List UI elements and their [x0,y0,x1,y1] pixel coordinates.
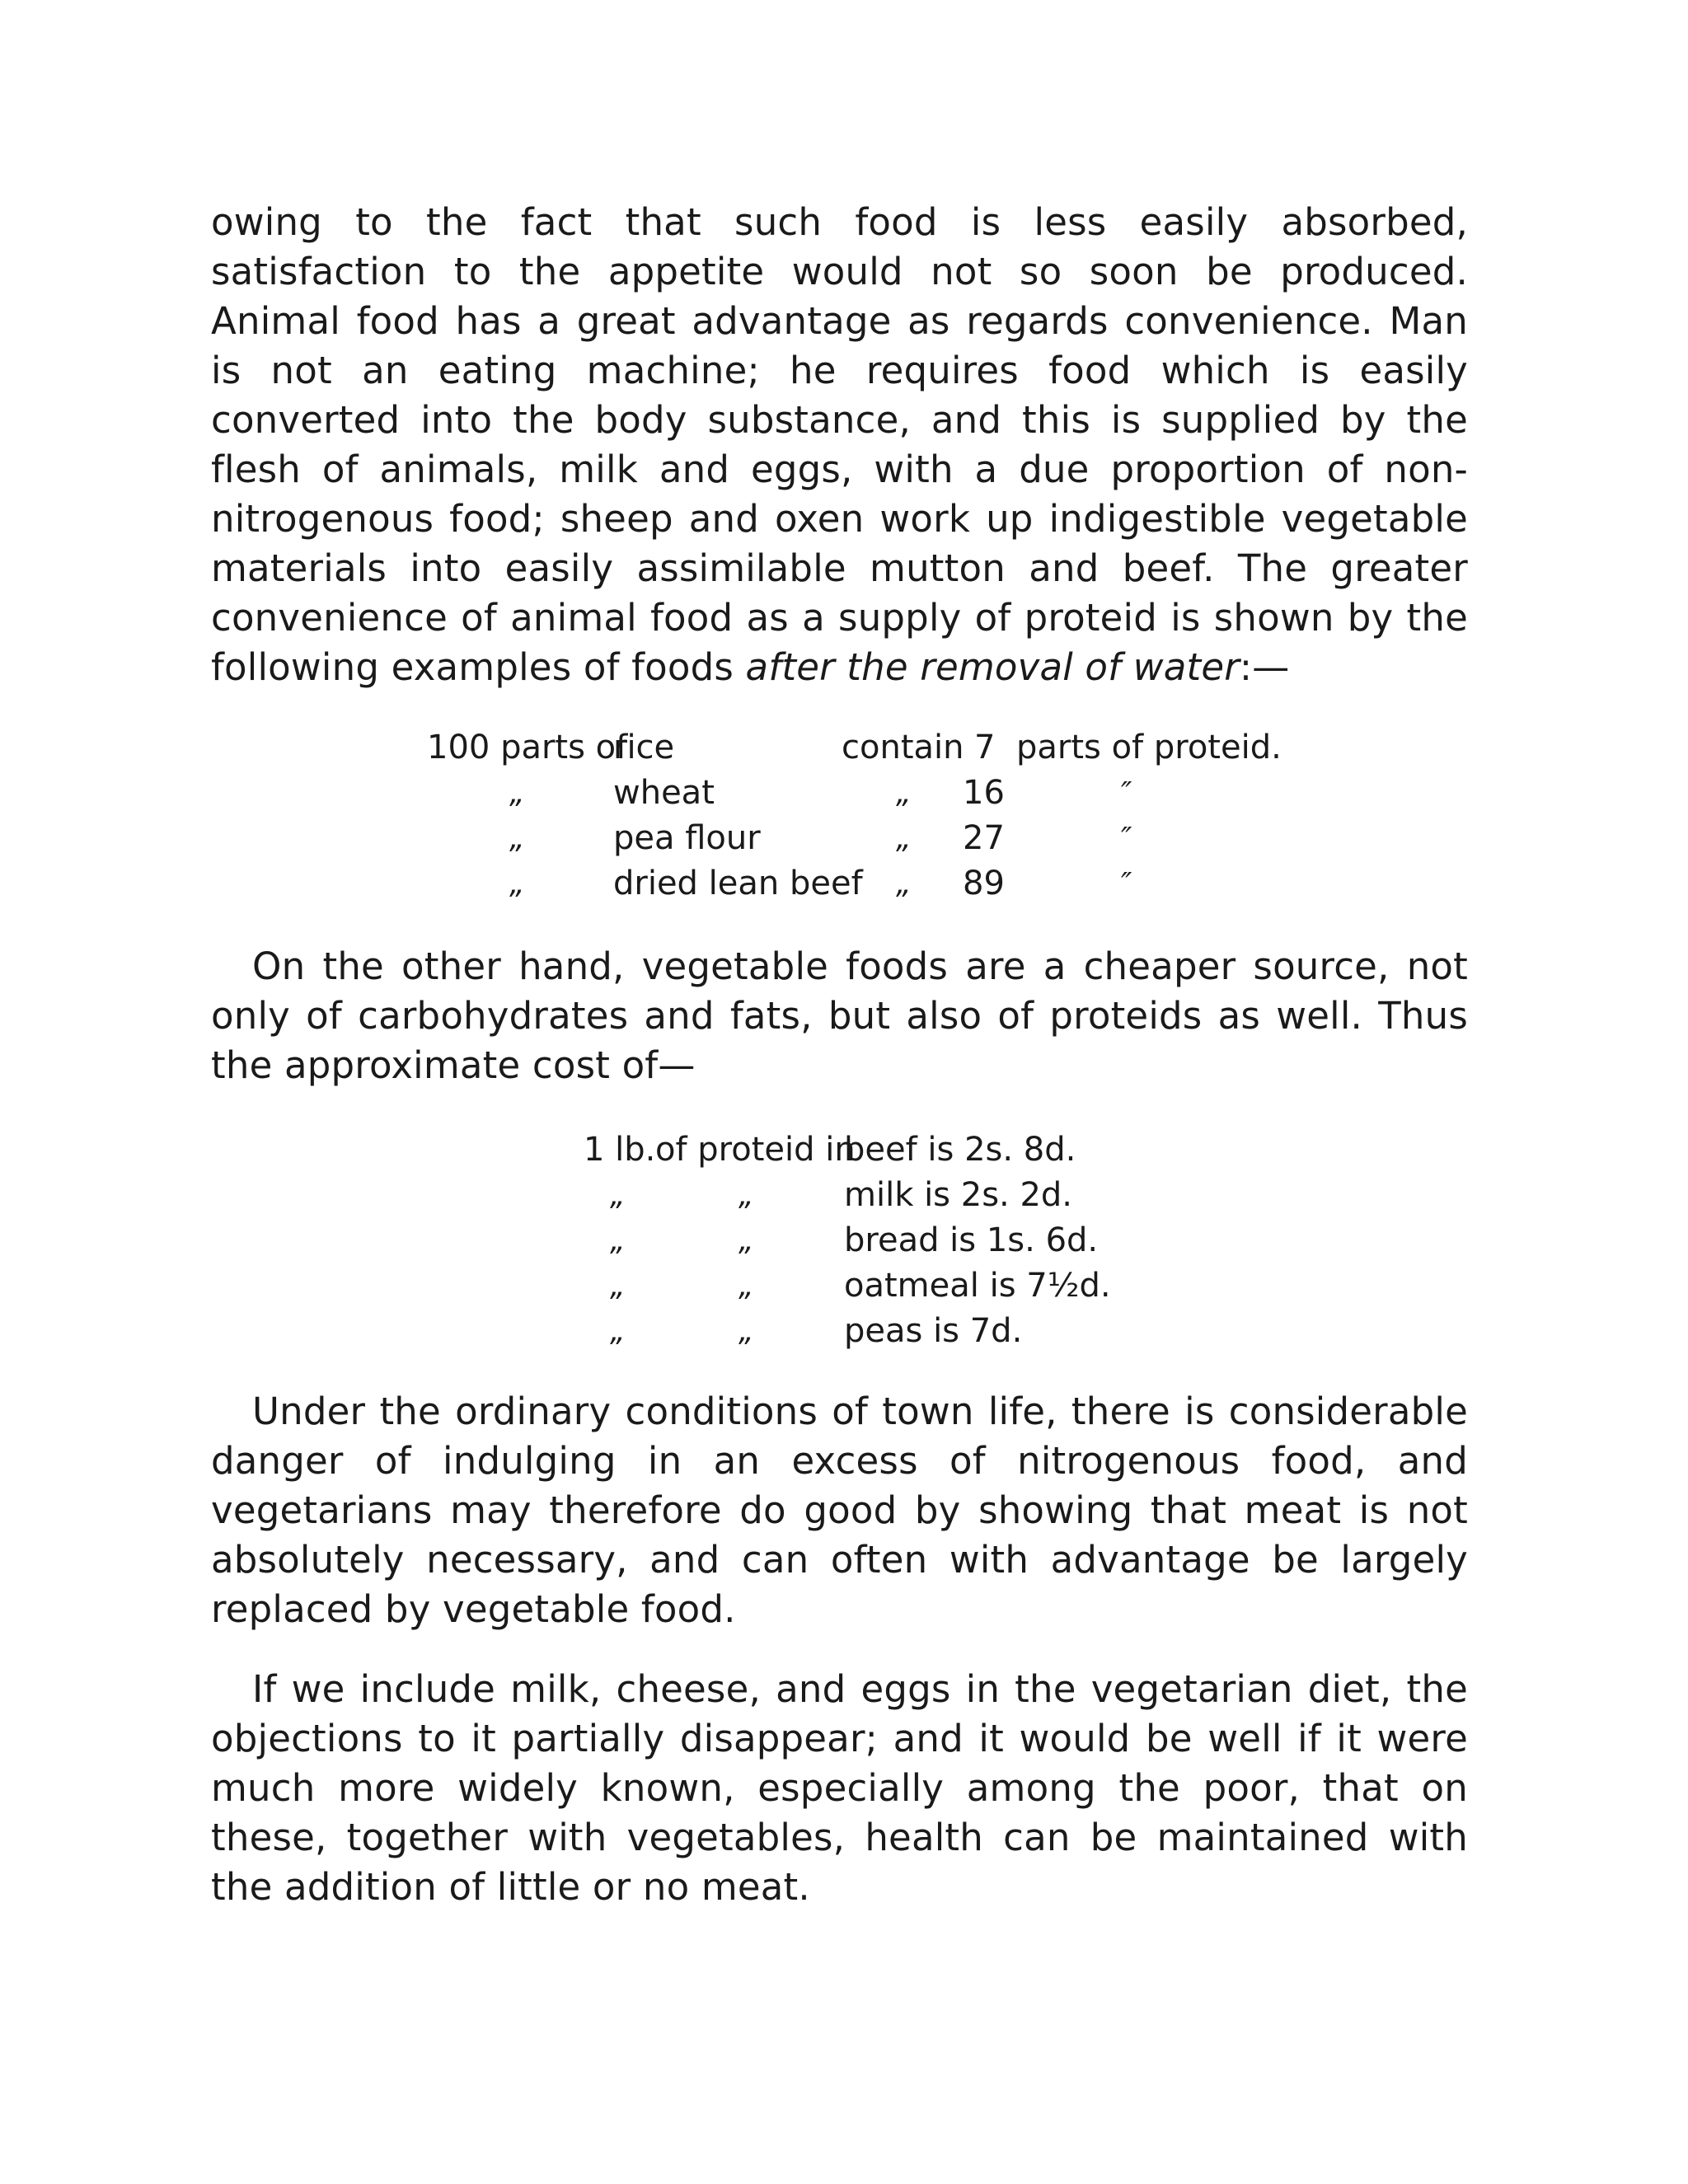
cost-qty: „ [610,1315,626,1348]
cost-qty: „ [610,1269,626,1303]
table-row [584,1263,1573,1309]
cost-item: oatmeal is 7½d. [844,1267,1111,1305]
paragraph-1 [211,198,1468,692]
cost-item: peas is 7d. [844,1312,1023,1350]
proteid-food: dried lean beef [613,865,863,902]
paragraph-1-tail: :— [1239,645,1290,689]
proteid-food: pea flour [613,819,761,857]
proteid-num: 7 [974,729,996,766]
cost-item: milk is 2s. 2d. [844,1176,1073,1214]
proteid-num: 27 [963,819,1005,857]
cost-of: „ [738,1224,754,1258]
proteid-unit: ″ [1121,776,1132,810]
table-row [427,816,1416,861]
proteid-verb: „ [896,867,912,901]
table-row [584,1218,1573,1263]
table-row [584,1173,1573,1218]
proteid-lead: 100 parts of [427,729,628,766]
proteid-lead: „ [509,822,525,855]
table-row [427,861,1416,907]
paragraph-4: If we include milk, cheese, and eggs in the vegetarian diet, the objections to it partially disappear; and it would be well if it were much more widely known, especially among the poor, that on these, together with vegetables, health can be maintained with the addition of little or no meat. [211,1667,1468,1909]
cost-qty: 1 lb. [584,1131,656,1169]
cost-item: beef is 2s. 8d. [844,1131,1076,1169]
proteid-num: 89 [963,865,1005,902]
proteid-verb: „ [896,776,912,810]
table-row [427,725,1416,771]
table-row [427,771,1416,816]
cost-qty: „ [610,1179,626,1212]
proteid-unit: ″ [1121,822,1132,855]
paragraph-1-text: owing to the fact that such food is less easily absorbed, satisfaction to the appetite would not so soon be produced. Animal food has a great advantage as regards convenience. Man is not an eating machine; he requires food which is easily converted into the body substance, and this is supplied by the flesh of animals, milk and eggs, with a due proportion of non-nitrogenous food; sheep and oxen work up indigestible vegetable materials into easily assimilable mutton and beef. The greater convenience of animal food as a supply of proteid is shown by the following examples of foods [211,200,1468,689]
proteid-verb: „ [896,822,912,855]
paragraph-3: Under the ordinary conditions of town life, there is considerable danger of indulging in an excess of nitrogenous food, and vegetarians may therefore do good by showing that meat is not absolutely necessary, and can often with advantage be largely replaced by vegetable food. [211,1390,1468,1631]
proteid-food: wheat [613,774,715,812]
cost-of: of proteid in [655,1131,856,1169]
paragraph-2: On the other hand, vegetable foods are a cheaper source, not only of carbohydrates and fats, but also of proteids as well. Thus the approximate cost of— [211,944,1468,1087]
proteid-unit: ″ [1121,867,1132,901]
cost-item: bread is 1s. 6d. [844,1221,1099,1259]
table-row [584,1309,1573,1354]
proteid-unit: parts of proteid. [1016,729,1282,766]
cost-of: „ [738,1315,754,1348]
table-row [584,1127,1573,1173]
proteid-num: 16 [963,774,1005,812]
cost-of: „ [738,1269,754,1303]
proteid-lead: „ [509,867,525,901]
paragraph-1-italic: after the removal of water [745,645,1240,689]
proteid-verb: contain [842,729,964,766]
proteid-lead: „ [509,776,525,810]
cost-of: „ [738,1179,754,1212]
cost-qty: „ [610,1224,626,1258]
proteid-food: rice [613,729,675,766]
